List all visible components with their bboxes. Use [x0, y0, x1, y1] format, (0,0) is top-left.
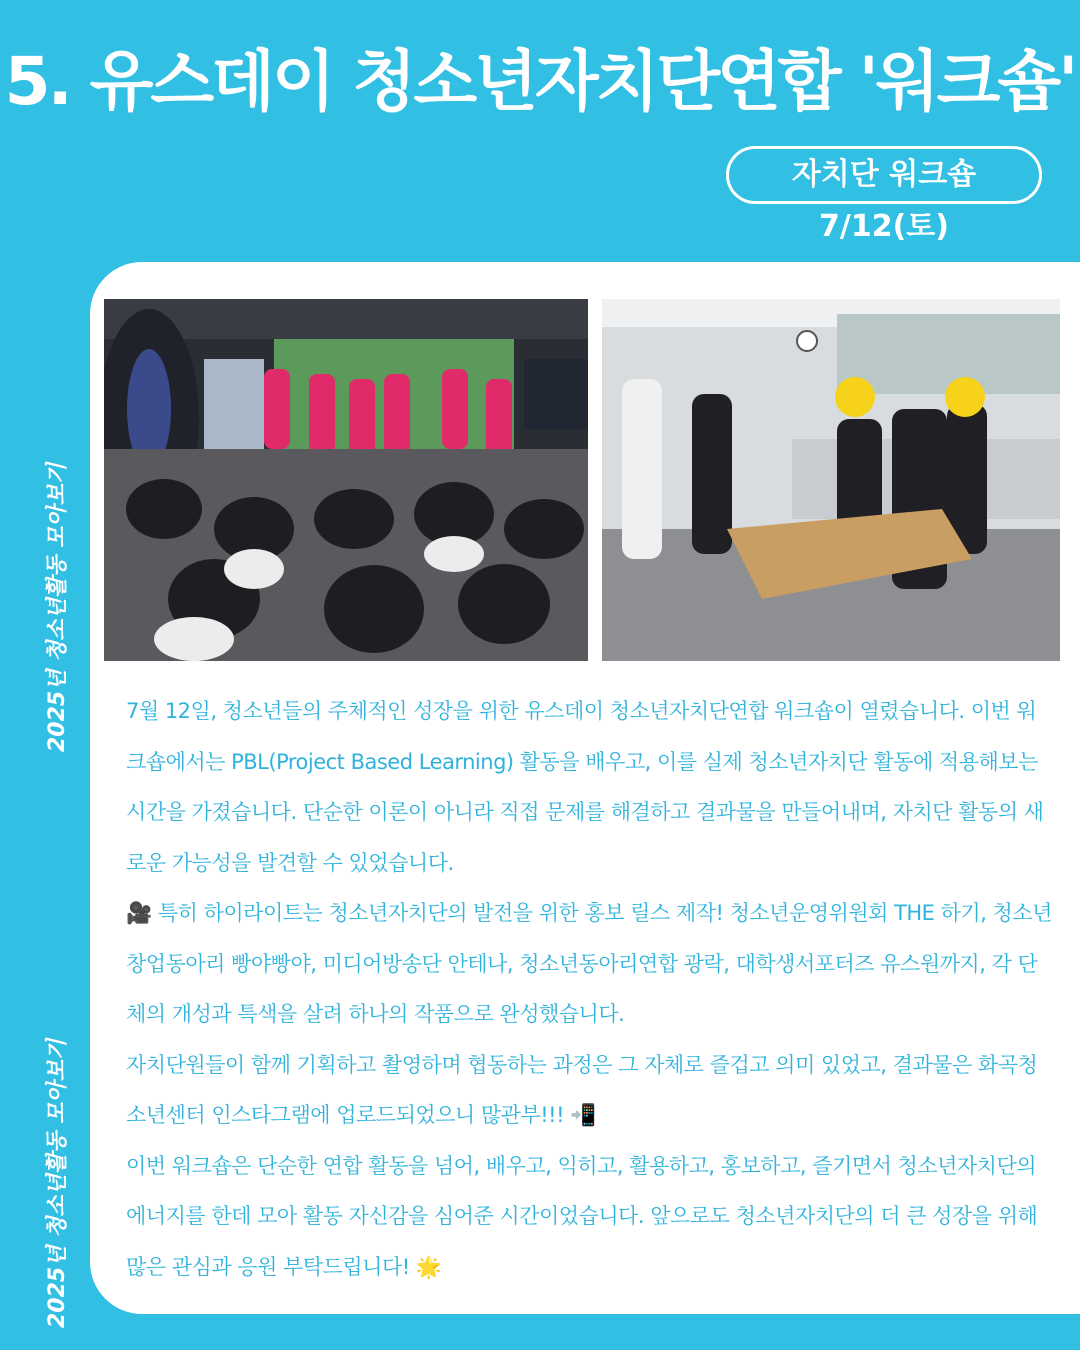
article-body [126, 686, 1056, 1292]
paragraph-2-text: 특히 하이라이트는 청소년자치단의 발전을 위한 홍보 릴스 제작! 청소년운영위원회 THE 하기, 청소년창업동아리 빵야빵야, 미디어방송단 안테나, 청소년동아리연합 광락, 대학생서포터즈 유스원까지, 각 단체의 개성과 특색을 살려 하나의 작품으로 완성했습니다. [126, 901, 1052, 1026]
movie-camera-icon: 🎥 [126, 901, 152, 925]
paragraph-2 [126, 888, 1056, 1040]
photo-performance-hall [104, 299, 588, 661]
paragraph-1: 7월 12일, 청소년들의 주체적인 성장을 위한 유스데이 청소년자치단연합 워크숍이 열렸습니다. 이번 워크숍에서는 PBL(Project Based Learning) 활동을 배우고, 이를 실제 청소년자치단 활동에 적용해보는 시간을 가졌습니다. 단순한 이론이 아니라 직접 문제를 해결하고 결과물을 만들어내며, 자치단 활동의 새로운 가능성을 발견할 수 있었습니다. [126, 699, 1044, 875]
photo-classroom-activity [602, 299, 1060, 661]
sidebar-label-bottom: 2025년 청소년활동 모아보기 [45, 1038, 70, 1328]
paragraph-3 [126, 1040, 1056, 1141]
page-title: 5. 유스데이 청소년자치단연합 '워크숍' [4, 43, 1076, 120]
paragraph-3-text: 자치단원들이 함께 기획하고 촬영하며 협동하는 과정은 그 자체로 즐겁고 의미 있었고, 결과물은 화곡청소년센터 인스타그램에 업로드되었으니 많관부!!! [126, 1052, 1038, 1127]
sidebar-label-top: 2025년 청소년활동 모아보기 [45, 462, 70, 752]
mobile-phone-icon: 📲 [570, 1103, 596, 1127]
paragraph-4-text: 이번 워크숍은 단순한 연합 활동을 넘어, 배우고, 익히고, 활용하고, 홍보하고, 즐기면서 청소년자치단의 에너지를 한데 모아 활동 자신감을 심어준 시간이었습니다. 앞으로도 청소년자치단의 더 큰 성장을 위해 많은 관심과 응원 부탁드립니다! [126, 1153, 1038, 1279]
date-badge: 자치단 워크숍 7/12(토) [726, 146, 1042, 204]
paragraph-4 [126, 1141, 1056, 1293]
sun-icon: 🌟 [415, 1254, 442, 1279]
